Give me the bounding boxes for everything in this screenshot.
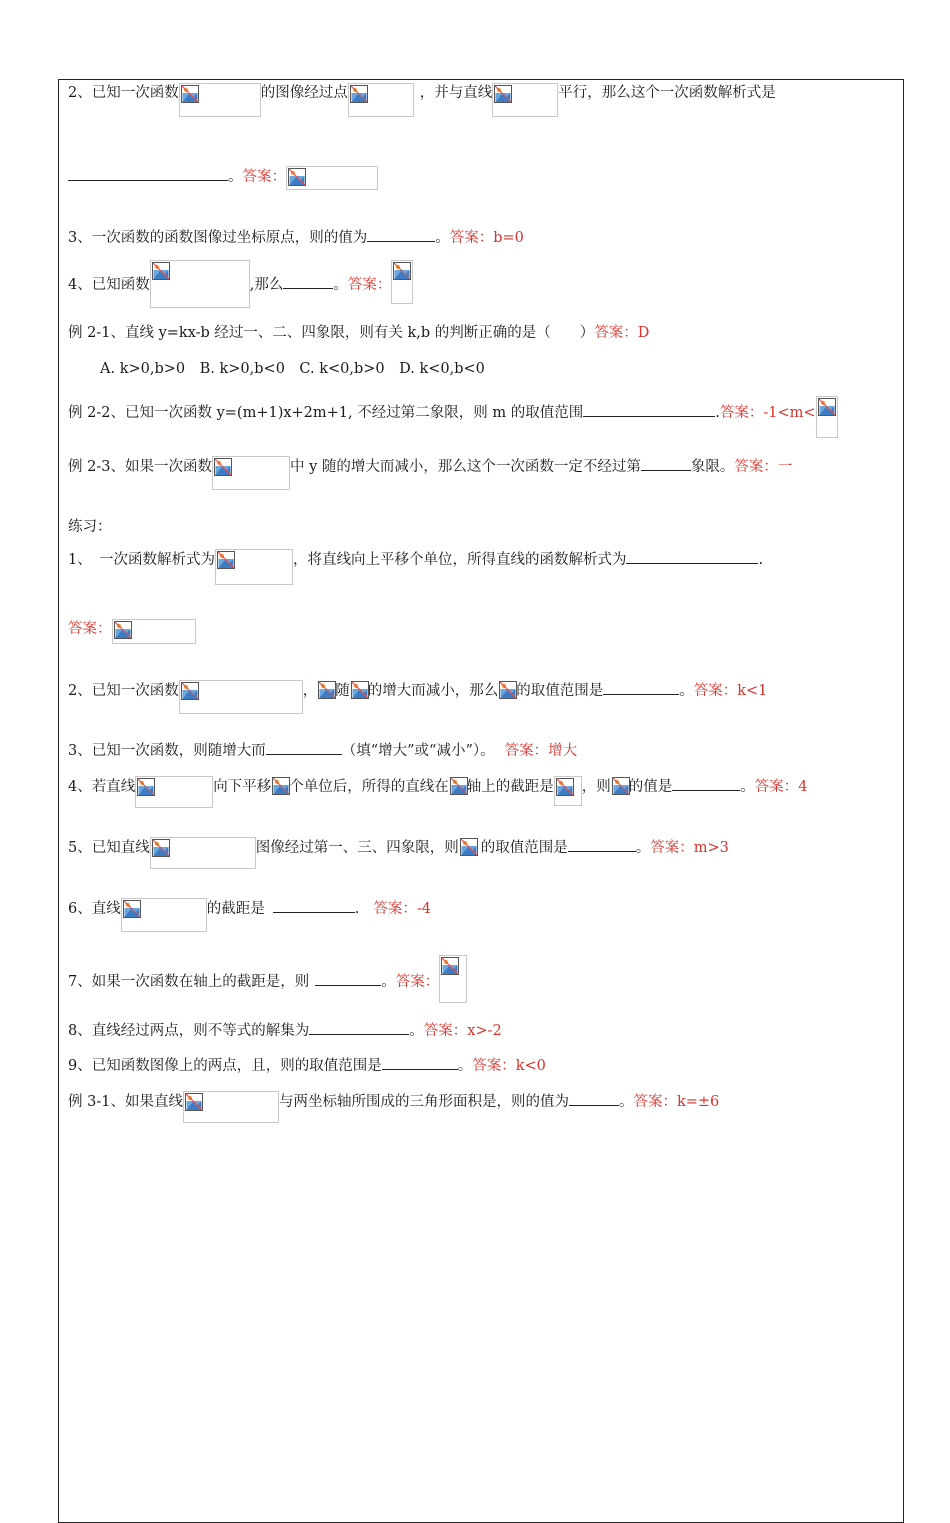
- p6-mid: 的截距是: [206, 901, 265, 917]
- image-placeholder: [317, 680, 335, 710]
- e21-answer: 答案：D: [594, 325, 650, 341]
- e31-end: 。: [618, 1094, 634, 1110]
- answer-blank: [569, 1091, 619, 1106]
- q3-line: [68, 227, 524, 247]
- e22-text: 例 2-2、已知一次函数 y=(m+1)x+2m+1, 不经过第二象限，则 m 的取值范围: [68, 405, 584, 421]
- q2-mid1: 的图像经过点: [260, 85, 348, 101]
- image-placeholder: [286, 166, 378, 190]
- p7-answer: 答案：: [395, 974, 440, 990]
- p4-end: 。: [740, 779, 755, 795]
- e22-answer: 答案：-1<m<: [719, 405, 816, 421]
- image-placeholder: [215, 549, 293, 585]
- q4-mid: ,那么: [249, 277, 284, 293]
- e22-end: .: [715, 405, 720, 421]
- answer-blank: [583, 402, 715, 417]
- practice-title: [68, 517, 112, 537]
- p3-answer: 答案：增大: [504, 743, 578, 759]
- broken-image-icon: [450, 777, 468, 795]
- image-placeholder: [554, 776, 582, 806]
- image-placeholder: [212, 456, 290, 490]
- answer-blank: [68, 166, 228, 181]
- q2-answer: 答案：: [242, 169, 286, 185]
- answer-blank: [309, 1020, 409, 1035]
- p5-mid2: 的取值范围是: [480, 840, 568, 856]
- e23-mid: 中 y 随的增大而减小，那么这个一次函数一定不经过第: [289, 459, 641, 475]
- p2-mid1: ，: [302, 683, 318, 699]
- broken-image-icon: [499, 681, 517, 699]
- p3-text: 3、已知一次函数，则随增大而: [68, 743, 266, 759]
- q2-suffix: 平行，那么这个一次函数解析式是: [558, 85, 776, 101]
- q3-end: 。: [435, 230, 450, 246]
- image-placeholder: [121, 898, 207, 932]
- broken-image-icon: [393, 262, 411, 280]
- q4-line: [68, 260, 413, 293]
- q4-prefix: 4、已知函数: [68, 277, 150, 293]
- answer-blank: [273, 898, 355, 913]
- e23-answer: 答案：一: [734, 459, 793, 475]
- p5-prefix: 5、已知直线: [68, 840, 150, 856]
- broken-image-icon: [114, 621, 132, 639]
- broken-image-icon: [818, 398, 836, 416]
- broken-image-icon: [494, 85, 512, 103]
- p4-mid1: 向下平移: [213, 779, 272, 795]
- p1-mid: ，将直线向上平移个单位，所得直线的函数解析式为: [292, 552, 627, 568]
- broken-image-icon: [185, 1093, 203, 1111]
- image-placeholder: [449, 776, 467, 806]
- p8-end: 。: [409, 1023, 424, 1039]
- e31-prefix: 例 3-1、如果直线: [68, 1094, 183, 1110]
- p2-prefix: 2、已知一次函数: [68, 683, 179, 699]
- q2-answer-line: [68, 166, 378, 186]
- broken-image-icon: [217, 551, 235, 569]
- p4-answer: 答案：4: [754, 779, 808, 795]
- p6-answer: 答案：-4: [373, 901, 431, 917]
- image-placeholder: [611, 776, 629, 806]
- p7-text: 7、如果一次函数在轴上的截距是，则: [68, 974, 310, 990]
- p2-mid4: 的取值范围是: [516, 683, 604, 699]
- answer-blank: [266, 740, 342, 755]
- p4-mid5: 的值是: [628, 779, 673, 795]
- p5-answer: 答案：m>3: [650, 840, 729, 856]
- p2-line: [68, 680, 767, 700]
- broken-image-icon: [272, 777, 290, 795]
- p4-mid3: 轴上的截距是: [466, 779, 554, 795]
- image-placeholder: [179, 680, 303, 714]
- e22-line: [68, 396, 838, 421]
- p8-line: [68, 1020, 502, 1040]
- p1-line: [68, 549, 763, 569]
- broken-image-icon: [441, 957, 459, 975]
- image-placeholder: [112, 619, 196, 644]
- e21-text: 例 2-1、直线 y=kx-b 经过一、二、四象限，则有关 k,b 的判断正确的是（ ）: [68, 325, 595, 341]
- q2-mid2: ，并与直线: [419, 85, 493, 101]
- broken-image-icon: [214, 458, 232, 476]
- answer-blank: [603, 680, 679, 695]
- broken-image-icon: [556, 778, 574, 796]
- image-placeholder: [348, 83, 414, 117]
- p5-line: [68, 837, 729, 857]
- broken-image-icon: [612, 777, 630, 795]
- e31-answer: 答案：k=±6: [633, 1094, 720, 1110]
- broken-image-icon: [152, 262, 170, 280]
- image-placeholder: [439, 955, 467, 1003]
- p1-answer: 答案：: [68, 621, 112, 637]
- q4-answer: 答案：: [347, 277, 392, 293]
- p9-answer: 答案：k<0: [472, 1058, 546, 1074]
- answer-blank: [283, 274, 333, 289]
- p9-end: 。: [457, 1058, 473, 1074]
- image-placeholder: [816, 396, 838, 438]
- p8-answer: 答案：x>-2: [423, 1023, 502, 1039]
- q2-line: [68, 83, 776, 103]
- e23-prefix: 例 2-3、如果一次函数: [68, 459, 212, 475]
- p2-mid3: 的增大而减小，那么: [367, 683, 499, 699]
- e21-line: [68, 323, 649, 343]
- q3-text: 3、一次函数的函数图像过坐标原点，则的值为: [68, 230, 368, 246]
- answer-blank: [382, 1055, 458, 1070]
- q2-end: 。: [228, 169, 243, 185]
- answer-blank: [568, 837, 636, 852]
- q2-prefix: 2、已知一次函数: [68, 85, 179, 101]
- image-placeholder: [150, 837, 256, 869]
- e21-options: [100, 359, 485, 379]
- image-placeholder: [135, 776, 213, 808]
- broken-image-icon: [137, 778, 155, 796]
- p4-prefix: 4、若直线: [68, 779, 136, 795]
- broken-image-icon: [318, 681, 336, 699]
- broken-image-icon: [123, 900, 141, 918]
- p2-end: 。: [679, 683, 694, 699]
- e23-end: 象限。: [690, 459, 735, 475]
- image-placeholder: [391, 260, 413, 304]
- p7-end: 。: [381, 974, 396, 990]
- p1-end: .: [758, 552, 764, 568]
- image-placeholder: [183, 1091, 279, 1123]
- e23-line: [68, 456, 792, 476]
- p5-mid1: 图像经过第一、三、四象限，则: [255, 840, 459, 856]
- broken-image-icon: [460, 838, 478, 856]
- p6-prefix: 6、直线: [68, 901, 121, 917]
- q4-end: 。: [333, 277, 348, 293]
- answer-blank: [626, 549, 758, 564]
- p5-end: 。: [635, 840, 651, 856]
- e31-mid: 与两坐标轴所围成的三角形面积是，则的值为: [278, 1094, 569, 1110]
- image-placeholder: [350, 680, 368, 710]
- p4-mid2: 个单位后，所得的直线在: [289, 779, 449, 795]
- answer-blank: [672, 776, 740, 791]
- broken-image-icon: [181, 85, 199, 103]
- p2-mid2: 随: [335, 683, 350, 699]
- broken-image-icon: [181, 682, 199, 700]
- image-placeholder: [150, 260, 250, 308]
- broken-image-icon: [152, 839, 170, 857]
- answer-blank: [315, 971, 381, 986]
- e21-options-text: A. k>0,b>0 B. k>0,b<0 C. k<0,b>0 D. k<0,b<0: [100, 361, 485, 377]
- p2-answer: 答案：k<1: [693, 683, 768, 699]
- p6-end: .: [354, 901, 360, 917]
- p4-mid4: ，则: [581, 779, 611, 795]
- p7-line: [68, 955, 467, 990]
- broken-image-icon: [350, 85, 368, 103]
- answer-blank: [367, 227, 435, 242]
- p6-line: [68, 898, 431, 918]
- p8-text: 8、直线经过两点，则不等式的解集为: [68, 1023, 310, 1039]
- answer-blank: [641, 456, 691, 471]
- p3-end: （填“增大”或“减小”）。: [341, 743, 495, 759]
- image-placeholder: [498, 680, 516, 710]
- p4-line: [68, 776, 807, 796]
- image-placeholder: [459, 837, 481, 867]
- image-placeholder: [179, 83, 261, 117]
- p1-prefix: 1、 一次函数解析式为: [68, 552, 215, 568]
- image-placeholder: [492, 83, 558, 117]
- p3-line: [68, 740, 577, 760]
- e31-line: [68, 1091, 719, 1111]
- p1-answer-line: [68, 619, 196, 639]
- practice-title-text: 练习：: [68, 519, 112, 535]
- p9-text: 9、已知函数图像上的两点，且，则的取值范围是: [68, 1058, 382, 1074]
- image-placeholder: [271, 776, 289, 806]
- broken-image-icon: [351, 681, 369, 699]
- p9-line: [68, 1055, 546, 1075]
- broken-image-icon: [288, 168, 306, 186]
- q3-answer: 答案：b=0: [449, 230, 524, 246]
